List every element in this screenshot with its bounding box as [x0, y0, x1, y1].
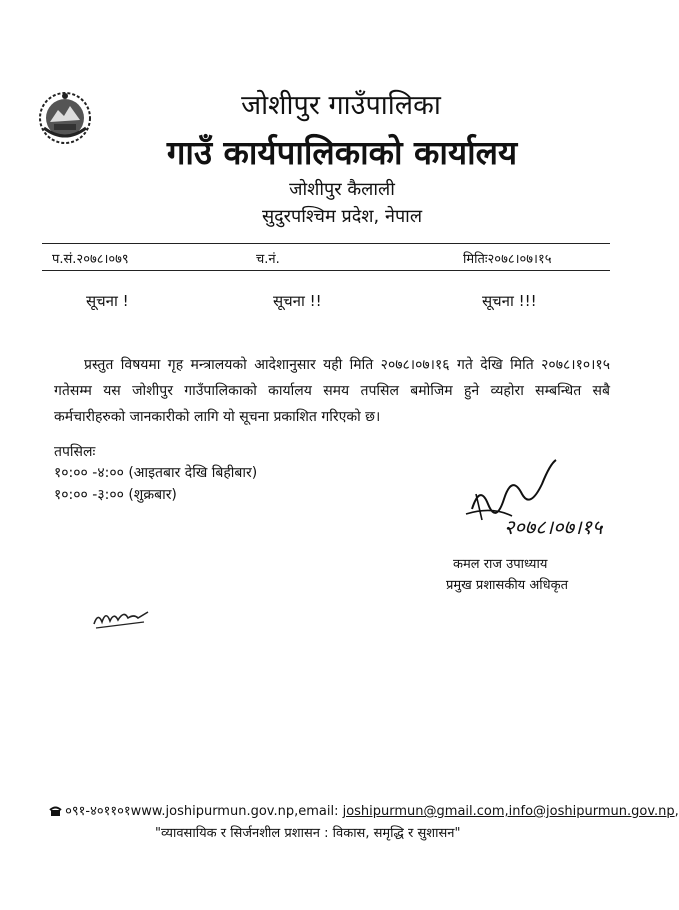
footer-phone-web: ०९१-४०११०१www.joshipurmun.gov.np,email:: [65, 804, 343, 819]
notice-label-3: सूचना !!!: [482, 292, 537, 310]
schedule-heading: तपसिलः: [54, 444, 96, 460]
footer-contact: [50, 801, 679, 819]
signatory-designation: प्रमुख प्रशासकीय अधिकृत: [446, 578, 569, 593]
notice-label-2: सूचना !!: [273, 292, 322, 310]
org-name: जोशीपुर गाउँपालिका: [241, 90, 441, 121]
office-location: जोशीपुर कैलाली: [289, 179, 395, 200]
footer-email-link[interactable]: joshipurmun@gmail.com,info@joshipurmun.gov.np: [342, 804, 675, 819]
signatory-name: कमल राज उपाध्याय: [453, 557, 548, 572]
dispatch-number: च.नं.: [256, 252, 280, 267]
phone-icon: [50, 806, 61, 816]
office-name: गाउँ कार्यपालिकाको कार्यालय: [166, 133, 518, 172]
footer-contact-suffix: ,: [674, 804, 679, 819]
header-divider-top: [42, 243, 610, 244]
handwritten-initials: [92, 606, 150, 632]
schedule-line-2: १०:०० -३:०० (शुक्रबार): [54, 487, 177, 503]
letter-date: मितिः२०७८।०७।१५: [463, 252, 552, 267]
notice-body-paragraph: प्रस्तुत विषयमा गृह मन्त्रालयको आदेशानुसार यही मिति २०७८।०७।१६ गते देखि मिति २०७८।१०।१५ गतेसम्म यस जोशीपुर गाउँपालिकाको कार्यालय समय तपसिल बमोजिम हुने व्यहोरा सम्बन्धित सबै कर्मचारीहरुको जानकारीको लागि यो सूचना प्रकाशित गरिएको छ।: [54, 357, 610, 425]
fiscal-year-ref: प.सं.२०७८।०७९: [52, 252, 129, 267]
footer-slogan: "व्यावसायिक र सिर्जनशील प्रशासन : विकास, समृद्धि र सुशासन": [155, 826, 461, 841]
office-province: सुदुरपश्चिम प्रदेश, नेपाल: [261, 206, 423, 227]
notice-label-1: सूचना !: [86, 292, 129, 310]
schedule-line-1: १०:०० -४:०० (आइतबार देखि बिहीबार): [54, 465, 258, 481]
handwritten-date: २०७८।०७।१५: [504, 515, 603, 539]
handwritten-signature: [452, 454, 612, 544]
header-divider-bottom: [42, 270, 610, 271]
